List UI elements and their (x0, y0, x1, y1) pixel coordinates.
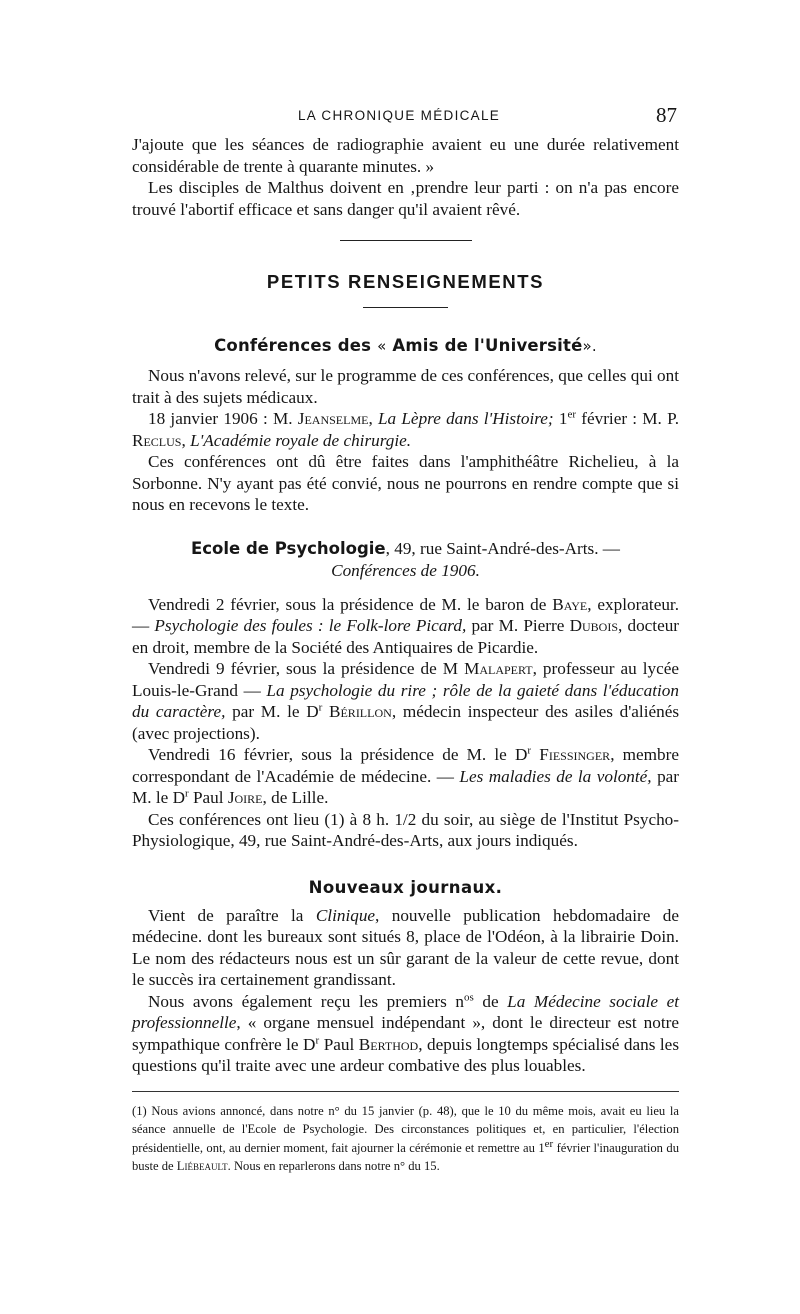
footnote-divider (132, 1091, 679, 1092)
ecole-paragraph-4: Ces conférences ont lieu (1) à 8 h. 1/2 du soir, au siège de l'Institut Psycho-Physiologique, 49, rue Saint-André-des-Arts, aux jours indiqués. (132, 809, 679, 850)
ecole-paragraph-2: Vendredi 9 février, sous la présidence de M Malapert, professeur au lycée Louis-le-Grand — La psychologie du rire ; rôle de la gaieté dans l'éducation du caractère, par M. le $D^r$ Bérillon, médecin inspecteur des asiles d'aliénés (avec projections). (132, 659, 680, 743)
intro-paragraph-1: J'ajoute que les séances de radiographie avaient eu une durée relativement considérable de trente à quarante minutes. » (132, 135, 679, 176)
conferences-heading-name: Amis de l'Université (392, 336, 583, 355)
open-quote: « (377, 337, 387, 355)
ecole-name: Ecole de Psychologie (191, 538, 386, 558)
conferences-heading-text: Conférences des (214, 336, 372, 355)
ecole-heading (132, 538, 679, 582)
conferences-paragraph-3: Ces conférences ont dû être faites dans l'amphithéâtre Richelieu, à la Sorbonne. N'y ayant pas été convié, nous ne pourrons en rendre compte que si nous en recevons le texte. (132, 452, 679, 514)
section-divider-top (340, 240, 472, 241)
document-page (132, 100, 679, 1176)
running-title: LA CHRONIQUE MÉDICALE (298, 108, 501, 123)
page-number: 87 (656, 103, 677, 127)
section-divider-bottom (363, 307, 448, 308)
ecole-paragraph-3: Vendredi 16 février, sous la présidence de M. le $D^r$ Fiessinger, membre correspondant de l'Académie de médecine. — Les maladies de la volonté, par M. le $D^r$ Paul Joire, de Lille. (132, 744, 680, 807)
running-header (132, 100, 679, 134)
close-quote: ». (582, 337, 597, 355)
ecole-address: , 49, rue Saint-André-des-Arts. — (385, 538, 620, 558)
journaux-heading: Nouveaux journaux. (308, 877, 503, 897)
journaux-paragraph-1: Vient de paraître la Clinique, nouvelle publication hebdomadaire de médecine. dont les bureaux sont situés 8, place de l'Odéon, à la librairie Doin. Le nom des rédacteurs nous est un sûr garant de la valeur de cette revue, dont le succès ira certainement grandissant. (132, 905, 679, 989)
conferences-paragraph-1: Nous n'avons relevé, sur le programme de ces conférences, que celles qui ont trait à des sujets médicaux. (132, 366, 679, 407)
intro-paragraph-2: Les disciples de Malthus doivent en ‚prendre leur parti : on n'a pas encore trouvé l'abortif efficace et sans danger qu'il avaient rêvé. (132, 178, 679, 219)
conferences-paragraph-2: 18 janvier 1906 : M. Jeanselme, La Lèpre dans l'Histoire; 1er février : M. P. Reclus, L'Académie royale de chirurgie. (132, 408, 680, 450)
conferences-heading (132, 336, 679, 355)
ecole-subtitle: Conférences de 1906. (331, 560, 480, 580)
journaux-paragraph-2: Nous avons également reçu les premiers $n^{os}$ de La Médecine sociale et professionnelle, « organe mensuel indépendant », dont le directeur est notre sympathique confrère le $D^r$ Paul Berthod, depuis longtemps spécialisé dans les questions qu'il traite avec une ardeur combative des plus louables. (132, 990, 680, 1075)
footnote: (1) Nous avions annoncé, dans notre n° du 15 janvier (p. 48), que le 10 du même mois, avait eu lieu la séance annuelle de l'Ecole de Psychologie. Des circonstances politiques et, en particulier, l'élection présidentielle, ont, au dernier moment, fait ajourner la cérémonie et remettre au 1er février l'inauguration du buste de Liébeault. Nous en reparlerons dans notre n° du 15. (132, 1103, 679, 1173)
section-title: PETITS RENSEIGNEMENTS (266, 271, 545, 292)
ecole-paragraph-1: Vendredi 2 février, sous la présidence de M. le baron de Baye, explorateur. — Psychologie des foules : le Folk-lore Picard, par M. Pierre Dubois, docteur en droit, membre de la Société des Antiquaires de Picardie. (132, 594, 680, 657)
